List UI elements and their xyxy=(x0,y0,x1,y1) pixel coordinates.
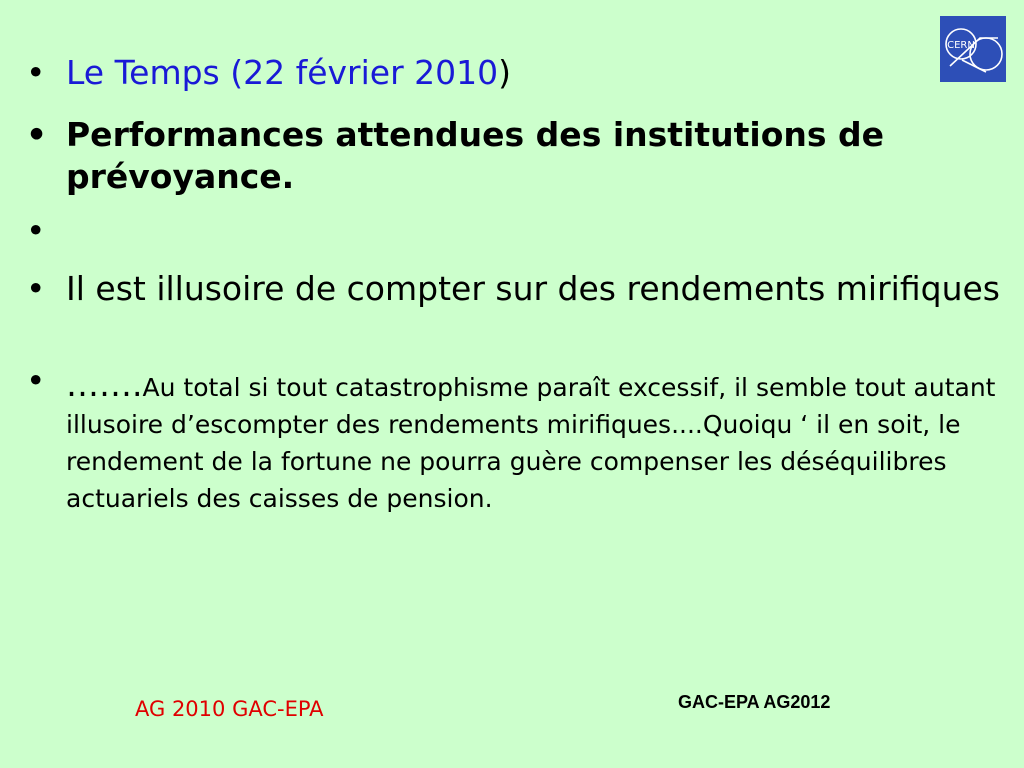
bullet-list xyxy=(26,52,1006,517)
headline-text: Performances attendues des institutions de prévoyance. xyxy=(66,115,885,196)
bullet-headline xyxy=(26,114,1006,198)
quote-text: Au total si tout catastrophisme paraît excessif, il semble tout autant illusoire d’escompter des rendements mirifiques....Quoiqu ‘ il en soit, le rendement de la fortune ne pourra guère compenser les déséquilibres actuariels des caisses de pension. xyxy=(66,373,996,513)
bullet-marker: • xyxy=(26,115,48,154)
cern-logo-text: CERN xyxy=(947,40,975,51)
bullet-source xyxy=(26,52,1006,94)
bullet-empty xyxy=(26,210,1006,252)
bullet-marker: • xyxy=(26,361,46,400)
cern-logo-icon xyxy=(940,16,1006,82)
bullet-marker: • xyxy=(26,211,46,250)
footer-event-label: AG 2010 GAC-EPA xyxy=(135,697,324,721)
bullet-marker: • xyxy=(26,53,46,92)
empty-bullet-text xyxy=(66,211,77,250)
cern-logo-graphic xyxy=(940,16,1006,82)
source-closing-paren: ) xyxy=(498,53,511,92)
bullet-statement xyxy=(26,268,1006,310)
quote-ellipsis: ……. xyxy=(66,365,143,404)
footer-org-label: GAC-EPA AG2012 xyxy=(678,692,831,712)
bullet-marker: • xyxy=(26,269,46,308)
statement-text: Il est illusoire de compter sur des rendements mirifiques xyxy=(66,269,1000,308)
bullet-quote xyxy=(26,361,1006,517)
source-citation: Le Temps (22 février 2010 xyxy=(66,53,499,92)
